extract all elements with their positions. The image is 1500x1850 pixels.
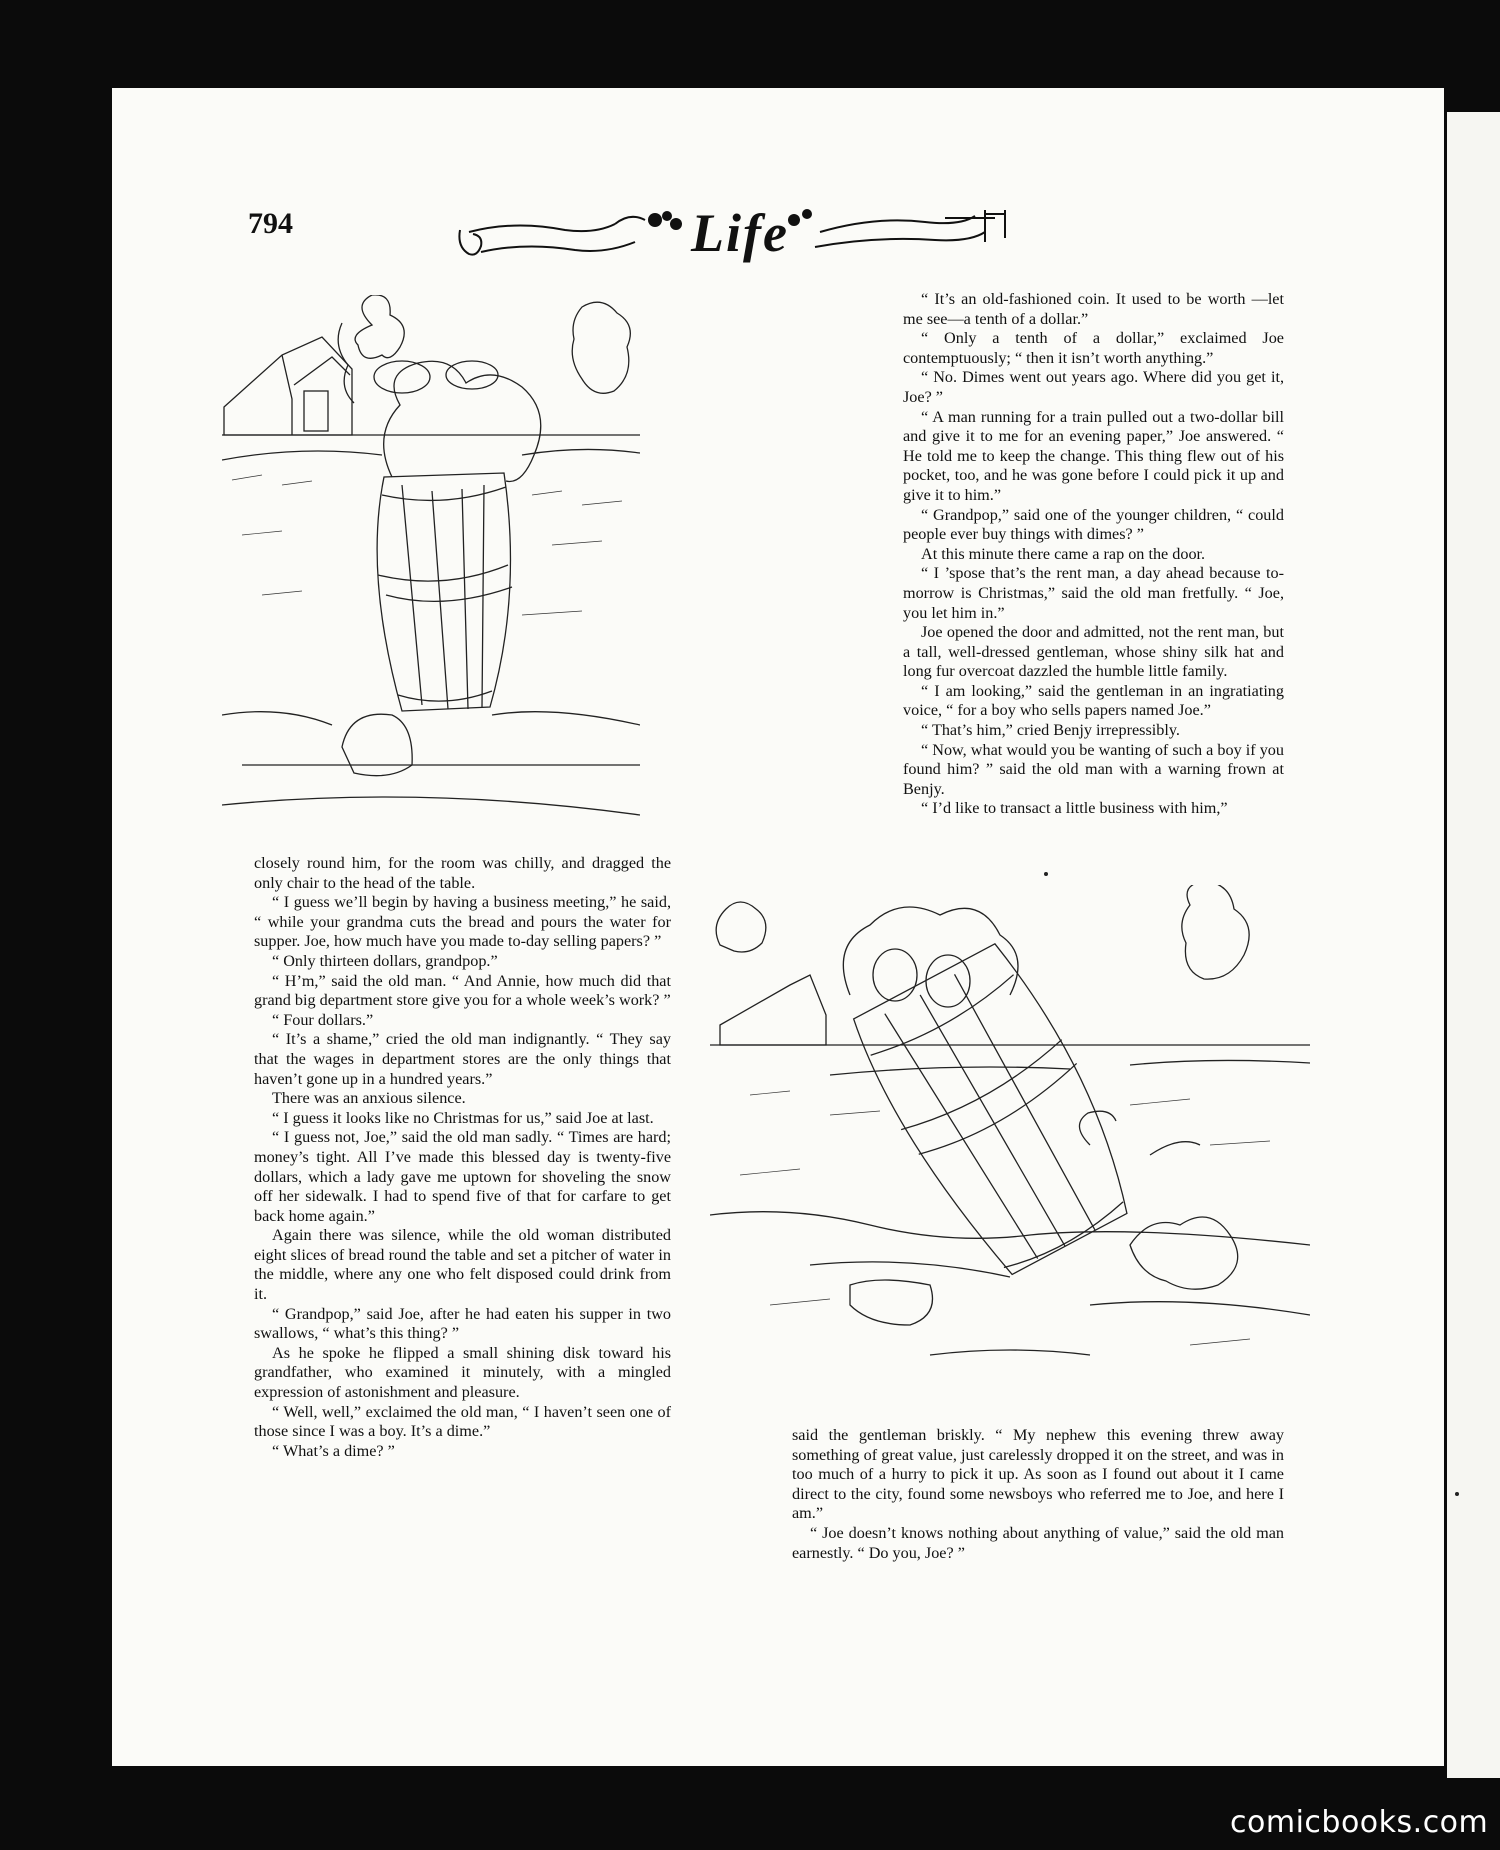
paragraph: “ What’s a dime? ” xyxy=(272,1441,395,1460)
paragraph: “ Only a tenth of a dollar,” exclaimed Joe contemptuously; “ then it isn’t worth anything.” xyxy=(903,329,1284,367)
paragraph: At this minute there came a rap on the door. xyxy=(921,544,1206,563)
paragraph: “ It’s a shame,” cried the old man indignantly. “ They say that the wages in department stores are the only things that haven’t gone up in a hundred years.” xyxy=(254,1030,671,1088)
paragraph: “ I guess it looks like no Christmas for us,” said Joe at last. xyxy=(272,1108,654,1127)
paragraph: “ Only thirteen dollars, grandpop.” xyxy=(272,951,498,970)
ink-speck xyxy=(1455,1492,1459,1496)
paragraph: “ I guess we’ll begin by having a business meeting,” he said, “ while your grandma cuts the bread and pours the water for supper. Joe, how much have you made to-day selling papers? ” xyxy=(254,893,671,951)
watermark: comicbooks.com xyxy=(1230,1805,1489,1840)
paragraph: “ No. Dimes went out years ago. Where did you get it, Joe? ” xyxy=(903,368,1284,406)
paragraph: As he spoke he flipped a small shining disk toward his grandfather, who examined it minutely, with a mingled expression of astonishment and pleasure. xyxy=(254,1343,671,1402)
paragraph: “ I’d like to transact a little business with him,” xyxy=(921,799,1228,818)
paragraph: “ Grandpop,” said Joe, after he had eaten his supper in two swallows, “ what’s this thing? ” xyxy=(254,1304,671,1343)
paragraph: “ That’s him,” cried Benjy irrepressibly. xyxy=(921,721,1180,740)
ink-speck xyxy=(1044,872,1048,876)
paragraph: “ It’s an old-fashioned coin. It used to be worth —let me see—a tenth of a dollar.” xyxy=(903,290,1284,328)
masthead xyxy=(455,202,1015,272)
paragraph: “ H’m,” said the old man. “ And Annie, how much did that grand big department store give you for a whole week’s work? ” xyxy=(254,971,671,1010)
text-column-left xyxy=(254,854,671,1461)
text-column-right-bottom xyxy=(792,1426,1284,1563)
paragraph: closely round him, for the room was chilly, and dragged the only chair to the head of the table. xyxy=(254,854,671,892)
paragraph: Again there was silence, while the old woman distributed eight slices of bread round the table and set a pitcher of water in the middle, where any one who felt disposed could drink from it. xyxy=(254,1226,671,1304)
paragraph: There was an anxious silence. xyxy=(272,1089,466,1108)
paragraph: “ I guess not, Joe,” said the old man sadly. “ Times are hard; money’s tight. All I’ve made this blessed day is twenty-five dollars, which a lady gave me uptown for shoveling the snow off her sidewalk. I had to spend five of that for carfare to get back home again.” xyxy=(254,1128,671,1225)
illustration-barrel-upright xyxy=(222,295,640,820)
paragraph: “ I am looking,” said the gentleman in an ingratiating voice, “ for a boy who sells papers named Joe.” xyxy=(903,681,1284,720)
paragraph: Joe opened the door and admitted, not the rent man, but a tall, well-dressed gentleman, whose shiny silk hat and long fur overcoat dazzled the humble little family. xyxy=(903,623,1284,681)
facing-page-edge xyxy=(1447,112,1500,1778)
paragraph: “ I ’spose that’s the rent man, a day ahead because to-morrow is Christmas,” said the old man fretfully. “ Joe, you let him in.” xyxy=(903,564,1284,622)
paragraph: said the gentleman briskly. “ My nephew this evening threw away something of great value, just carelessly dropped it on the street, and was in too much of a hurry to pick it up. As soon as I found out about it I came direct to the city, found some newsboys who referred me to Joe, and here I am.” xyxy=(792,1426,1284,1523)
paragraph: “ Grandpop,” said one of the younger children, “ could people ever buy things with dimes? ” xyxy=(903,505,1284,544)
text-column-right-top xyxy=(903,290,1284,819)
paragraph: “ A man running for a train pulled out a two-dollar bill and give it to me for an evening paper,” Joe answered. “ He told me to keep the change. This thing flew out of his pocket, too, and he was gone before I could pick it up and give it to him.” xyxy=(903,407,1284,504)
paragraph: “ Well, well,” exclaimed the old man, “ I haven’t seen one of those since I was a boy. It’s a dime.” xyxy=(254,1402,671,1441)
page-number: 794 xyxy=(248,207,293,240)
illustration-barrel-tipping xyxy=(710,885,1310,1395)
paragraph: “ Now, what would you be wanting of such a boy if you found him? ” said the old man with a warning frown at Benjy. xyxy=(903,740,1284,798)
masthead-title: Life xyxy=(691,203,789,263)
paragraph: “ Joe doesn’t knows nothing about anything of value,” said the old man earnestly. “ Do you, Joe? ” xyxy=(792,1523,1284,1562)
paragraph: “ Four dollars.” xyxy=(272,1010,374,1029)
